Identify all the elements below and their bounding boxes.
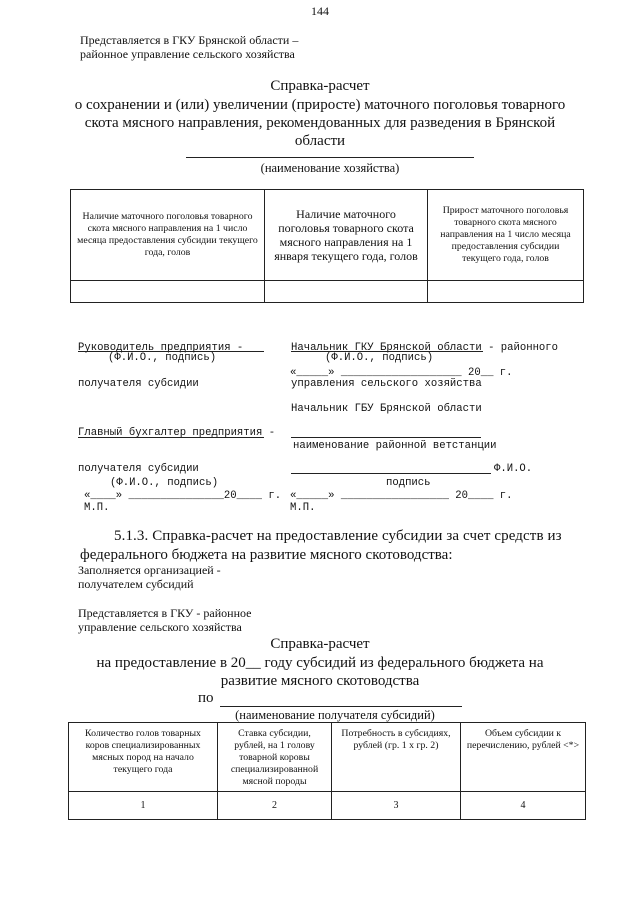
label-line: управления сельского хозяйства: [291, 378, 482, 390]
stamp-mark: М.П.: [84, 502, 110, 514]
herd-table: [70, 189, 584, 303]
subtitle-line: области: [294, 133, 346, 149]
date-line: «_____» ___________________ 20__ г.: [290, 367, 513, 379]
farm-name-caption: (наименование хозяйства): [260, 161, 400, 175]
data-cell: [428, 281, 584, 303]
column-number: 1: [69, 792, 218, 820]
form-title: Справка-расчет: [270, 78, 370, 94]
submitted-to-line: районное управление сельского хозяйства: [80, 47, 295, 61]
data-cell: [71, 281, 265, 303]
fio-line: [291, 473, 491, 474]
fio-caption: Ф.И.О.: [494, 463, 533, 475]
vet-station-line: [291, 437, 481, 438]
submitted-to-line: Представляется в ГКУ Брянской области –: [80, 33, 299, 47]
date-line: «_____» _________________ 20____ г.: [290, 490, 513, 502]
chief-accountant-label: [78, 403, 275, 487]
subtitle-line: развитие мясного скотоводства: [220, 673, 420, 689]
filled-by-block: [78, 563, 221, 591]
label-line: получателя субсидии: [78, 463, 199, 475]
form-title: Справка-расчет: [270, 636, 370, 652]
head-gbu-label: Начальник ГБУ Брянской области: [291, 403, 482, 415]
section-heading: [80, 527, 610, 565]
recipient-name-line: [220, 706, 462, 707]
section-line: 5.1.3. Справка-расчет на предоставление субсидии за счет средств из: [114, 528, 562, 544]
filled-by-line: получателем субсидий: [78, 577, 194, 591]
header-cell: Потребность в субсидиях, рублей (гр. 1 x гр. 2): [332, 723, 461, 792]
subsidy-table: [68, 722, 586, 820]
label-line: Руководитель предприятия -: [78, 342, 244, 354]
podpis-caption: подпись: [386, 477, 431, 489]
data-cell: [265, 281, 428, 303]
header-cell: Наличие маточного поголовья товарного скота мясного направления на 1 число месяца предоставления субсидии текущего года, голов: [71, 190, 265, 281]
header-cell: Прирост маточного поголовья товарного скота мясного направления на 1 число месяца предоставления субсидии текущего года, голов: [428, 190, 584, 281]
column-number: 2: [218, 792, 332, 820]
fio-sign-caption: (Ф.И.О., подпись): [108, 352, 217, 364]
fio-sign-caption: (Ф.И.О., подпись): [325, 352, 434, 364]
submitted-to-line: управление сельского хозяйства: [78, 620, 242, 634]
header-cell: Объем субсидии к перечислению, рублей <*>: [461, 723, 586, 792]
header-cell: Количество голов товарных коров специализированных мясных пород на начало текущего года: [69, 723, 218, 792]
farm-name-line: [186, 157, 474, 158]
filled-by-line: Заполняется организацией -: [78, 563, 221, 577]
column-number: 3: [332, 792, 461, 820]
subtitle-line: о сохранении и (или) увеличении (приросте) маточного поголовья товарного: [74, 97, 566, 113]
subtitle-line: на предоставление в 20__ году субсидий из федерального бюджета на: [96, 655, 544, 671]
subtitle-line: скота мясного направления, рекомендованных для разведения в Брянской: [84, 115, 556, 131]
stamp-mark: М.П.: [290, 502, 316, 514]
date-line: «____» _______________20____ г.: [84, 490, 282, 502]
header-cell: Ставка субсидии, рублей, на 1 голову товарной коровы специализированной мясной породы: [218, 723, 332, 792]
signature-line: [78, 437, 264, 438]
submitted-to-line: Представляется в ГКУ - районное: [78, 606, 252, 620]
label-line: получателя субсидии: [78, 378, 199, 390]
vet-station-caption: наименование районной ветстанции: [293, 440, 497, 452]
label-line: Начальник ГКУ Брянской области - районного: [291, 342, 559, 354]
submitted-to-block: [78, 606, 251, 634]
form-subtitle: [40, 96, 600, 150]
po-label: по: [198, 690, 214, 706]
header-cell: Наличие маточного поголовья товарного скота мясного направления на 1 января текущего года, голов: [265, 190, 428, 281]
label-line: Главный бухгалтер предприятия -: [78, 427, 276, 439]
submitted-to-block: [80, 33, 298, 61]
recipient-caption: (наименование получателя субсидий): [235, 708, 435, 722]
section-line: федерального бюджета на развитие мясного скотоводства:: [80, 547, 453, 563]
form-subtitle: [40, 654, 600, 690]
page-number: 144: [311, 4, 329, 18]
column-number: 4: [461, 792, 586, 820]
fio-sign-caption: (Ф.И.О., подпись): [110, 477, 219, 489]
